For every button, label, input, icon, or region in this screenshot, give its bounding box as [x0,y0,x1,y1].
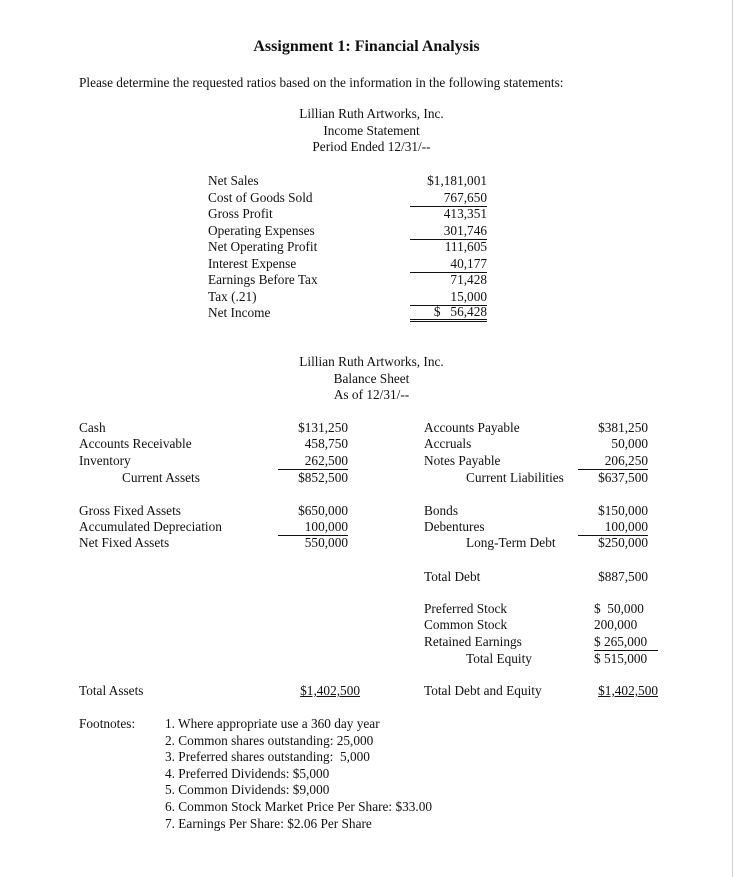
footnote-item: 1. Where appropriate use a 360 day year [165,716,380,731]
liability-equity-value: $150,000 [598,503,648,518]
liability-equity-label: Notes Payable [424,453,501,468]
income-row-label: Net Operating Profit [208,239,318,254]
liability-equity-value: $ 515,000 [594,651,648,666]
asset-value: 262,500 [278,453,348,470]
liability-equity-value: 206,250 [578,453,648,470]
income-row-value: 40,177 [410,256,487,273]
statement-header-line: Income Statement [323,122,420,138]
asset-label: Inventory [79,453,131,468]
income-row-value: 15,000 [410,289,487,306]
liability-equity-value: $ 50,000 [594,601,644,616]
page-title: Assignment 1: Financial Analysis [253,38,480,55]
liability-equity-label: Total Debt [424,569,481,584]
asset-label: Current Assets [122,470,200,485]
income-row-value: 767,650 [410,190,487,207]
liability-equity-value: $381,250 [598,420,648,435]
asset-label: Accumulated Depreciation [79,519,222,534]
asset-label: Net Fixed Assets [79,535,170,550]
footnotes-label: Footnotes: [79,716,136,731]
footnote-item: 4. Preferred Dividends: $5,000 [165,765,330,781]
liability-equity-value: 50,000 [611,436,648,451]
asset-value: 458,750 [304,436,348,451]
income-row-value: 413,351 [443,206,487,221]
income-row-label: Net Income [208,305,271,320]
asset-value: $852,500 [298,470,348,485]
liability-equity-value: $887,500 [598,569,648,584]
liability-equity-value: $ 265,000 [594,634,658,651]
liability-equity-label: Bonds [424,503,458,518]
footnote-item: 5. Common Dividends: $9,000 [165,782,330,798]
statement-header-line: As of 12/31/-- [333,387,410,402]
income-row-value: $1,181,001 [427,173,487,188]
income-row-value: 111,605 [444,239,487,254]
liability-equity-label: Total Equity [466,651,532,666]
instructions: Please determine the requested ratios based on the information in the following statements: [79,75,564,90]
income-row-label: Tax (.21) [208,288,257,304]
asset-value: $650,000 [298,503,348,518]
income-row-label: Operating Expenses [208,222,315,238]
income-row-value: 71,428 [450,272,487,287]
statement-header-line: Lillian Ruth Artworks, Inc. [299,354,444,369]
asset-value: $131,250 [298,420,348,435]
asset-value: 550,000 [304,535,348,550]
liability-equity-label: Common Stock [424,617,508,632]
statement-header-line: Balance Sheet [333,370,410,386]
footnote-item: 6. Common Stock Market Price Per Share: $33.00 [165,799,433,814]
asset-value: 100,000 [278,519,348,536]
asset-label: Cash [79,420,106,435]
income-row-label: Interest Expense [208,255,297,271]
liability-equity-value: $637,500 [598,470,648,485]
asset-label: Total Assets [79,683,144,698]
asset-label: Accounts Receivable [79,436,192,451]
liability-equity-value: $1,402,500 [598,683,658,698]
income-row-value: $ 56,428 [410,305,487,322]
income-row-label: Earnings Before Tax [208,272,318,287]
income-row-value: 301,746 [410,223,487,240]
liability-equity-value: 200,000 [594,617,638,632]
liability-equity-label: Accounts Payable [424,420,520,435]
liability-equity-value: $250,000 [598,535,648,550]
liability-equity-label: Long-Term Debt [466,535,556,550]
income-row-label: Cost of Goods Sold [208,189,313,205]
income-row-label: Gross Profit [208,206,273,221]
liability-equity-label: Debentures [424,519,485,534]
liability-equity-label: Preferred Stock [424,601,508,616]
liability-equity-value: 100,000 [578,519,648,536]
liability-equity-label: Retained Earnings [424,634,522,649]
asset-value: $1,402,500 [300,683,360,698]
liability-equity-label: Accruals [424,436,472,451]
income-row-label: Net Sales [208,173,259,188]
statement-header-line: Lillian Ruth Artworks, Inc. [299,106,444,121]
footnote-item: 3. Preferred shares outstanding: 5,000 [165,749,370,765]
statement-header-line: Period Ended 12/31/-- [312,139,431,154]
footnote-item: 2. Common shares outstanding: 25,000 [165,732,374,748]
footnote-item: 7. Earnings Per Share: $2.06 Per Share [165,815,372,831]
liability-equity-label: Current Liabilities [466,470,564,485]
liability-equity-label: Total Debt and Equity [424,683,542,698]
asset-label: Gross Fixed Assets [79,503,181,518]
